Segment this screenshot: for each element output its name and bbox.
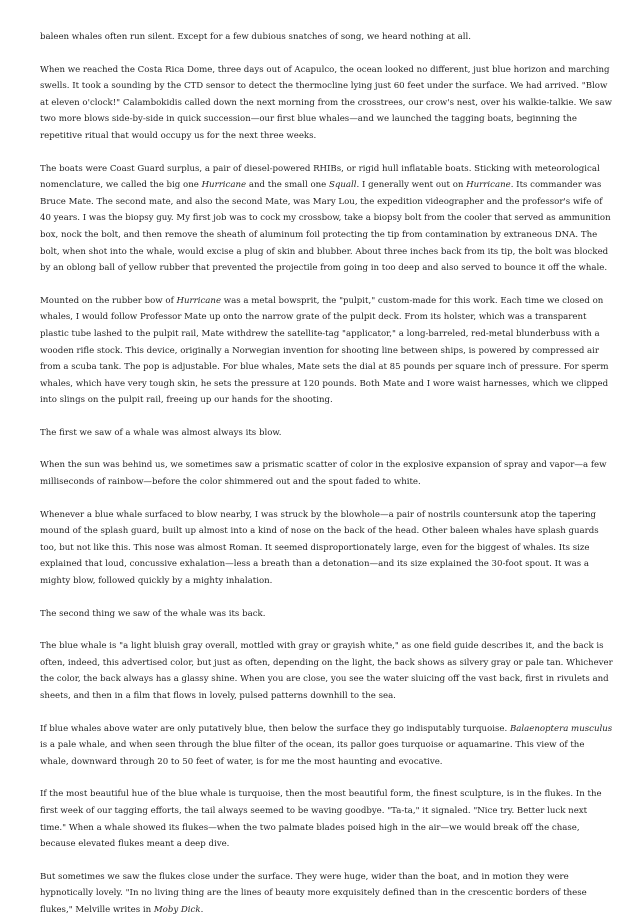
- paragraph: [40, 293, 614, 409]
- paragraph: [40, 786, 614, 852]
- text-segment: But sometimes we saw the flukes close under the surface. They were huge, wider than the boat, and in motion they were hypnotically lovely. "In no living thing are the lines of beauty more exquisitely defined than in the crescentic borders of these flukes," Melville writes in: [40, 871, 587, 915]
- paragraph: [40, 425, 614, 442]
- text-segment: .: [200, 904, 204, 915]
- text-segment: . Its commander was Bruce Mate. The second mate, and also the second Mate, was Mary Lou, the expedition videographer and the professor's wife of 40 years. I was the biopsy guy. My first job was to cock my crossbow, take a biopsy bolt from the cooler that served as ammunition box, nock the bolt, and then remove the sheath of aluminum foil protecting the tip from contamination by extraneous DNA. The bolt, when shot into the whale, would excise a plug of skin and blubber. About three inches back from its tip, the bolt was blocked by an oblong ball of yellow rubber that prevented the projectile from going in too deep and also served to bounce it off the whale.: [40, 180, 611, 274]
- text-segment: was a metal bowsprit, the "pulpit," custom-made for this work. Each time we closed on whales, I would follow Professor Mate up onto the narrow grate of the pulpit deck. From its holster, which was a transparent plastic tube lashed to the pulpit rail, Mate withdrew the satellite-tag "applicator," a long-barreled, red-metal blunderbuss with a wooden rifle stock. This device, originally a Norwegian invention for shooting line between ships, is powered by compressed air from a scuba tank. The pop is adjustable. For blue whales, Mate sets the dial at 85 pounds per square inch of pressure. For sperm whales, which have very tough skin, he sets the pressure at 120 pounds. Both Mate and I wore waist harnesses, which we clipped into slings on the pulpit rail, freeing up our hands for the shooting.: [40, 295, 609, 406]
- text-segment: If blue whales above water are only putatively blue, then below the surface they go indisputably turquoise.: [40, 723, 510, 734]
- paragraph: [40, 161, 614, 277]
- italic-text: Hurricane: [466, 180, 511, 191]
- article-body: [40, 29, 614, 919]
- text-segment: . I generally went out on: [356, 180, 467, 191]
- text-segment: When we reached the Costa Rica Dome, three days out of Acapulco, the ocean looked no different, just blue horizon and marching swells. It took a sounding by the CTD sensor to detect the thermocline lying just 60 feet under the surface. We had arrived. "Blow at eleven o'clock!" Calambokidis called down the next morning from the crosstrees, our crow's nest, over his walkie-talkie. We saw two more blows side-by-side in quick succession—our first blue whales—and we launched the tagging boats, beginning the repetitive ritual that would occupy us for the next three weeks.: [40, 64, 612, 141]
- text-segment: The second thing we saw of the whale was its back.: [40, 608, 266, 619]
- italic-text: Hurricane: [176, 295, 222, 306]
- italic-text: Balaenoptera musculus: [509, 723, 613, 734]
- text-segment: Mounted on the rubber bow of: [40, 295, 177, 306]
- text-segment: When the sun was behind us, we sometimes saw a prismatic scatter of color in the explosive expansion of spray and vapor—a few milliseconds of rainbow—before the color shimmered out and the spout faded to white.: [40, 460, 607, 488]
- paragraph: [40, 507, 614, 590]
- paragraph: [40, 869, 614, 919]
- paragraph: [40, 721, 614, 771]
- text-segment: If the most beautiful hue of the blue whale is turquoise, then the most beautiful form, the finest sculpture, is in the flukes. In the first week of our tagging efforts, the tail always seemed to be waving goodbye. "Ta-ta," it signaled. "Nice try. Better luck next time." When a whale showed its flukes—when the two palmate blades poised high in the air—we would break off the chase, because elevated flukes meant a deep dive.: [40, 789, 602, 850]
- italic-text: Moby Dick: [153, 904, 201, 915]
- text-segment: The first we saw of a whale was almost always its blow.: [40, 427, 282, 438]
- text-segment: and the small one: [246, 180, 329, 191]
- paragraph: [40, 606, 614, 623]
- text-segment: The blue whale is "a light bluish gray overall, mottled with gray or grayish white," as one field guide describes it, and the back is often, indeed, this advertised color, but just as often, depending on the light, the back shows as silvery gray or pale tan. Whichever the color, the back always has a glassy shine. When you are close, you see the water sluicing off the vast back, first in rivulets and sheets, and then in a film that flows in lovely, pulsed patterns downhill to the sea.: [40, 641, 613, 701]
- italic-text: Squall: [329, 180, 357, 191]
- text-segment: Whenever a blue whale surfaced to blow nearby, I was struck by the blowhole—a pair of nostrils countersunk atop the tapering mound of the splash guard, built up almost into a kind of nose on the back of the head. Other baleen whales have splash guards too, but not like this. This nose was almost Roman. It seemed disproportionately large, even for the biggest of whales. Its size explained that loud, concussive exhalation—less a breath than a detonation—and its size explained the 30-foot spout. It was a mighty blow, followed quickly by a mighty inhalation.: [40, 509, 599, 587]
- paragraph: [40, 638, 614, 704]
- text-segment: is a pale whale, and when seen through the blue filter of the ocean, its pallor goes turquoise or aquamarine. This view of the whale, downward through 20 to 50 feet of water, is for me the most haunting and evocative.: [40, 740, 585, 767]
- italic-text: Hurricane: [201, 180, 247, 191]
- text-segment: The boats were Coast Guard surplus, a pair of diesel-powered RHIBs, or rigid hull inflatable boats. Sticking with meteorological nomenclature, we called the big one: [40, 163, 600, 191]
- paragraph: [40, 62, 614, 145]
- text-segment: baleen whales often run silent. Except for a few dubious snatches of song, we heard nothing at all.: [40, 32, 471, 42]
- paragraph: [40, 457, 614, 490]
- paragraph: [40, 29, 614, 46]
